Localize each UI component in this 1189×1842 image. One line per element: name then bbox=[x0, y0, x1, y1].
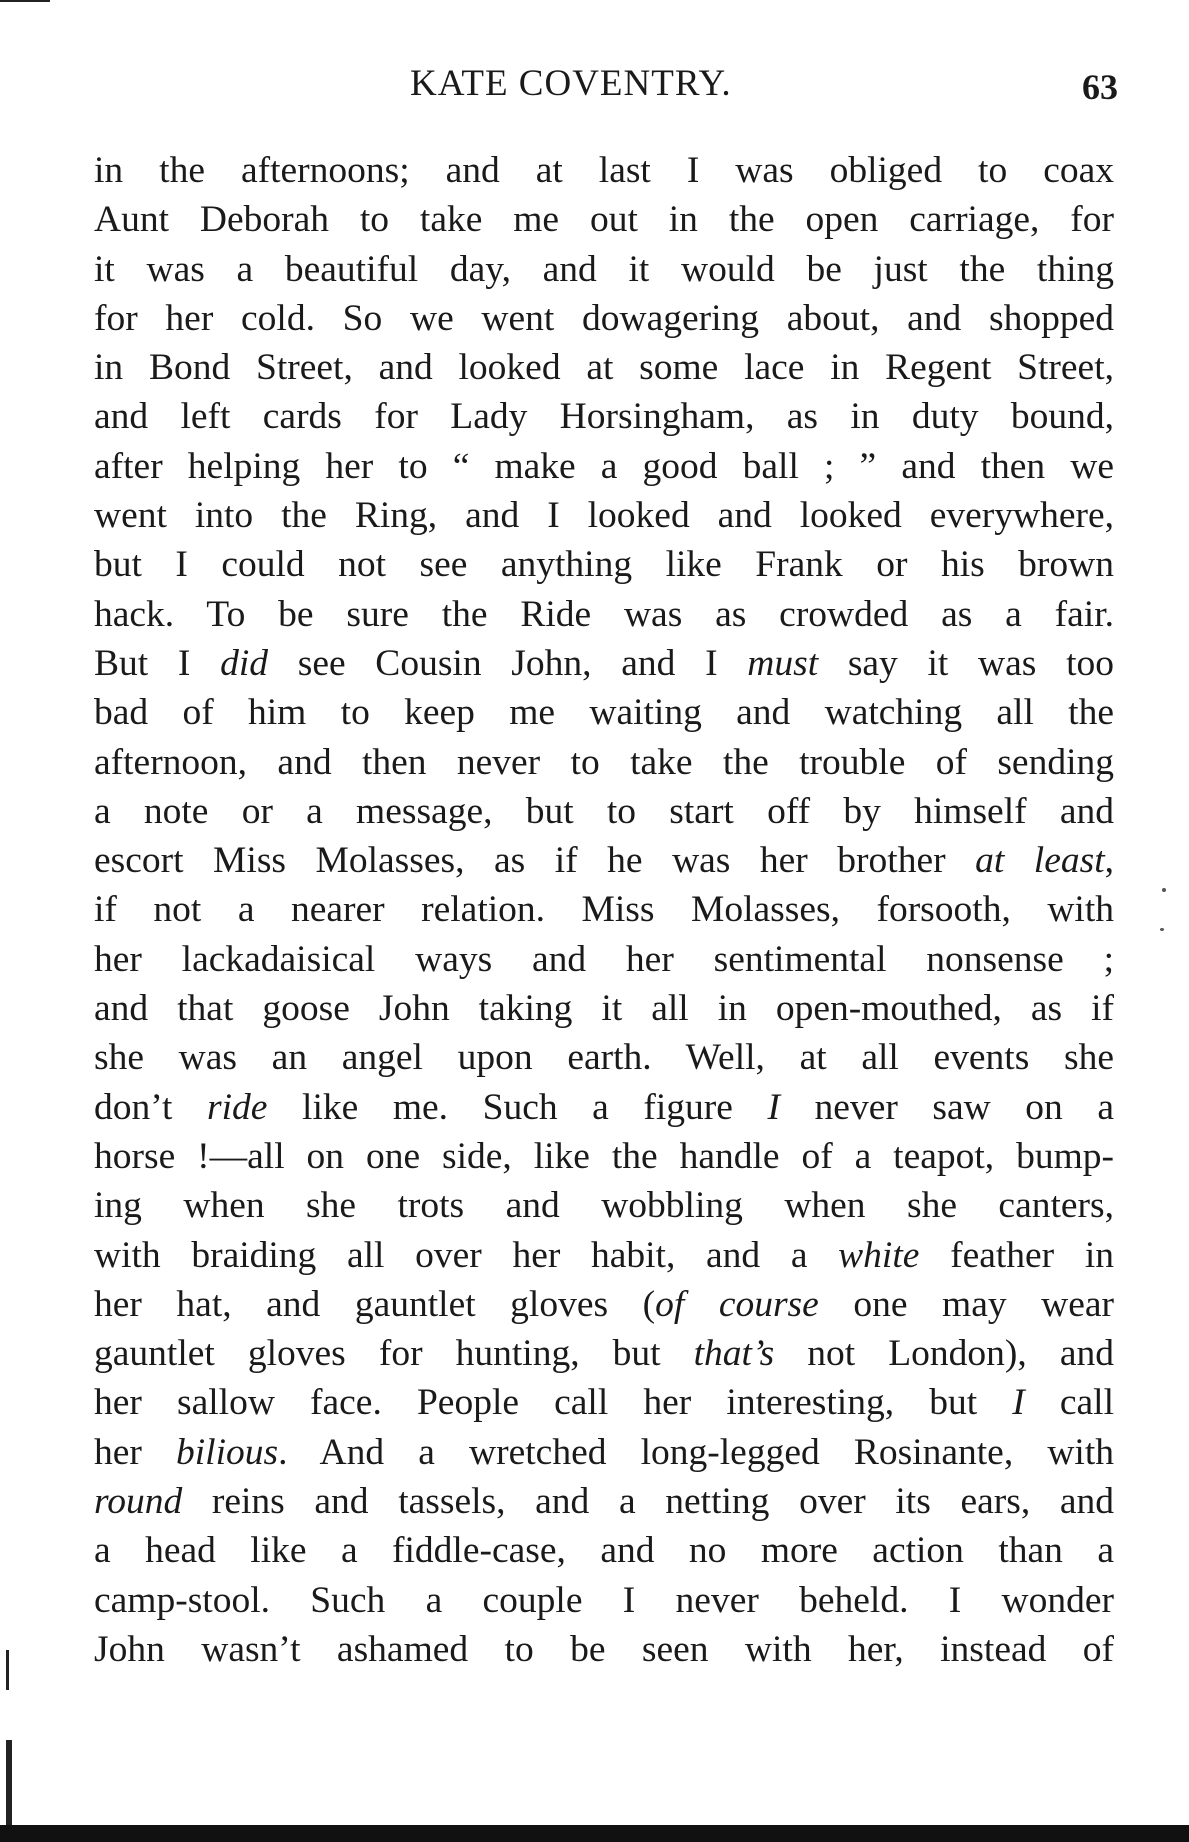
text-segment: Aunt Deborah to take me out in the open carriage, for bbox=[94, 199, 1114, 241]
text-segment: , bbox=[1104, 840, 1114, 882]
text-segment: her bbox=[94, 1431, 177, 1473]
text-segment: and that goose John taking it all in open-mouthed, as if bbox=[94, 988, 1114, 1030]
text-line bbox=[94, 1526, 1114, 1575]
italic-text: I bbox=[1012, 1382, 1025, 1424]
text-line bbox=[94, 935, 1114, 984]
bottom-edge-bar bbox=[0, 1825, 1189, 1842]
text-line bbox=[94, 787, 1114, 836]
italic-text: of course bbox=[655, 1283, 819, 1325]
text-line bbox=[94, 639, 1114, 688]
text-segment: reins and tassels, and a netting over its ears, and bbox=[182, 1481, 1114, 1523]
page-number: 63 bbox=[1082, 67, 1118, 107]
text-line bbox=[94, 1033, 1114, 1082]
text-segment: but I could not see anything like Frank or his brown bbox=[94, 544, 1114, 586]
text-segment: like me. Such a figure bbox=[267, 1086, 768, 1128]
italic-text: must bbox=[747, 642, 819, 684]
text-line bbox=[94, 294, 1114, 343]
text-segment: it was a beautiful day, and it would be just the thing bbox=[94, 248, 1114, 290]
text-segment: see Cousin John, and I bbox=[268, 642, 748, 684]
text-segment: if not a nearer relation. Miss Molasses, forsooth, with bbox=[94, 889, 1114, 931]
print-speck bbox=[1162, 888, 1166, 892]
text-line bbox=[94, 1428, 1114, 1477]
text-segment: escort Miss Molasses, as if he was her brother bbox=[94, 840, 976, 882]
text-line bbox=[94, 1181, 1114, 1230]
text-segment: in Bond Street, and looked at some lace in Regent Street, bbox=[94, 347, 1114, 389]
text-line bbox=[94, 738, 1114, 787]
text-line bbox=[94, 1329, 1114, 1378]
top-edge-rule bbox=[0, 0, 50, 2]
text-segment: camp-stool. Such a couple I never beheld. I wonder bbox=[94, 1579, 1114, 1621]
text-segment: feather in bbox=[919, 1234, 1114, 1276]
text-segment: a note or a message, but to start off by himself and bbox=[94, 790, 1114, 832]
text-segment: say it was too bbox=[818, 642, 1114, 684]
italic-text: I bbox=[767, 1086, 780, 1128]
print-speck bbox=[1160, 928, 1164, 931]
text-line bbox=[94, 491, 1114, 540]
text-segment: a head like a fiddle-case, and no more action than a bbox=[94, 1530, 1114, 1572]
page-header bbox=[0, 62, 1189, 122]
text-segment: ing when she trots and wobbling when she canters, bbox=[94, 1185, 1114, 1227]
text-line bbox=[94, 1477, 1114, 1526]
text-segment: with braiding all over her habit, and a bbox=[94, 1234, 839, 1276]
text-segment: not London), and bbox=[774, 1333, 1114, 1375]
text-segment: her hat, and gauntlet gloves ( bbox=[94, 1283, 656, 1325]
text-segment: her sallow face. People call her interesting, but bbox=[94, 1382, 1013, 1424]
text-line bbox=[94, 392, 1114, 441]
text-segment: But I bbox=[94, 642, 221, 684]
text-segment: in the afternoons; and at last I was obliged to coax bbox=[94, 150, 1114, 191]
text-line bbox=[94, 146, 1114, 195]
text-segment: . And a wretched long-legged Rosinante, with bbox=[278, 1431, 1114, 1473]
text-line bbox=[94, 885, 1114, 934]
text-segment: afternoon, and then never to take the trouble of sending bbox=[94, 741, 1114, 783]
text-segment: her lackadaisical ways and her sentimental nonsense ; bbox=[94, 938, 1114, 980]
text-segment: bad of him to keep me waiting and watching all the bbox=[94, 692, 1114, 734]
margin-mark bbox=[6, 1740, 12, 1825]
text-segment: John wasn’t ashamed to be seen with her, instead of bbox=[94, 1628, 1114, 1670]
italic-text: at least bbox=[975, 840, 1105, 882]
italic-text: white bbox=[838, 1234, 920, 1276]
body-text bbox=[94, 146, 1114, 1674]
text-line bbox=[94, 1280, 1114, 1329]
text-line bbox=[94, 984, 1114, 1033]
text-line bbox=[94, 1625, 1114, 1674]
text-segment: horse !—all on one side, like the handle of a teapot, bump- bbox=[94, 1135, 1114, 1177]
italic-text: that’s bbox=[693, 1333, 775, 1375]
text-segment: after helping her to “ make a good ball ; ” and then we bbox=[94, 445, 1114, 487]
text-line bbox=[94, 1231, 1114, 1280]
text-line bbox=[94, 442, 1114, 491]
text-line bbox=[94, 1576, 1114, 1625]
italic-text: ride bbox=[207, 1086, 268, 1128]
text-segment: for her cold. So we went dowagering about, and shopped bbox=[94, 297, 1114, 339]
text-line bbox=[94, 195, 1114, 244]
text-line bbox=[94, 590, 1114, 639]
text-segment: hack. To be sure the Ride was as crowded as a fair. bbox=[94, 593, 1114, 635]
text-line bbox=[94, 343, 1114, 392]
margin-mark bbox=[6, 1650, 9, 1690]
text-segment: went into the Ring, and I looked and looked everywhere, bbox=[94, 495, 1114, 537]
text-segment: and left cards for Lady Horsingham, as in duty bound, bbox=[94, 396, 1114, 438]
text-line bbox=[94, 1378, 1114, 1427]
italic-text: bilious bbox=[176, 1431, 279, 1473]
text-line bbox=[94, 688, 1114, 737]
text-line bbox=[94, 245, 1114, 294]
text-segment: don’t bbox=[94, 1086, 208, 1128]
italic-text: round bbox=[94, 1481, 183, 1523]
text-line bbox=[94, 1083, 1114, 1132]
text-segment: she was an angel upon earth. Well, at all events she bbox=[94, 1037, 1114, 1079]
running-title: KATE COVENTRY. bbox=[410, 63, 732, 104]
text-segment: gauntlet gloves for hunting, but bbox=[94, 1333, 694, 1375]
text-segment: one may wear bbox=[818, 1283, 1114, 1325]
text-segment: never saw on a bbox=[779, 1086, 1114, 1128]
text-segment: call bbox=[1024, 1382, 1114, 1424]
text-line bbox=[94, 836, 1114, 885]
italic-text: did bbox=[220, 642, 269, 684]
text-line bbox=[94, 540, 1114, 589]
text-line bbox=[94, 1132, 1114, 1181]
